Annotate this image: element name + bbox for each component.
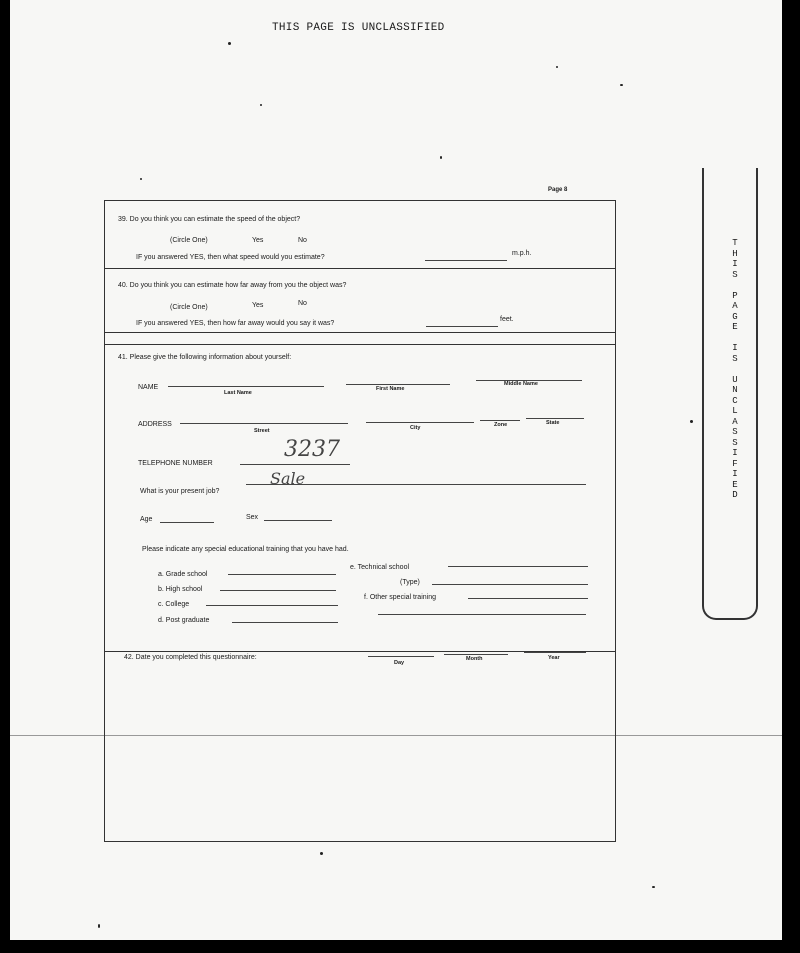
q40-followup: IF you answered YES, then how far away would you say it was? <box>136 320 335 327</box>
scan-speck <box>320 852 323 855</box>
city-caption: City <box>410 425 421 431</box>
technical-school-field[interactable] <box>448 566 588 567</box>
scan-speck <box>440 156 442 159</box>
sex-label: Sex <box>246 514 259 521</box>
page-number: Page 8 <box>548 187 568 193</box>
job-label: What is your present job? <box>140 488 220 495</box>
q40-question: 40. Do you think you can estimate how far away from you the object was? <box>118 282 347 289</box>
state-field[interactable] <box>526 418 584 419</box>
first-name-caption: First Name <box>376 386 405 392</box>
q39-circle-one: (Circle One) <box>170 237 208 244</box>
telephone-handwriting: 3237 <box>284 437 340 462</box>
q40-unit: feet. <box>500 316 514 323</box>
state-caption: State <box>546 420 560 426</box>
scan-speck <box>98 924 100 928</box>
post-graduate-label: d. Post graduate <box>158 617 210 624</box>
job-handwriting: Sale <box>270 469 306 488</box>
q39-yes-option[interactable]: Yes <box>252 237 264 244</box>
zone-caption: Zone <box>494 422 508 428</box>
q39-question: 39. Do you think you can estimate the speed of the object? <box>118 216 301 223</box>
q39-no-option[interactable]: No <box>298 237 307 244</box>
q39-speed-field[interactable] <box>425 260 507 261</box>
q39-unit: m.p.h. <box>512 250 532 257</box>
last-name-caption: Last Name <box>224 390 252 396</box>
scan-speck <box>620 84 623 86</box>
q40-yes-option[interactable]: Yes <box>252 302 264 309</box>
post-graduate-field[interactable] <box>232 622 338 623</box>
city-field[interactable] <box>366 422 474 423</box>
year-caption: Year <box>548 655 560 661</box>
middle-name-caption: Middle Name <box>504 381 538 387</box>
scan-speck <box>652 886 655 888</box>
q40-circle-one: (Circle One) <box>170 304 208 311</box>
street-caption: Street <box>254 428 270 434</box>
year-field[interactable] <box>524 652 586 653</box>
classification-header: THIS PAGE IS UNCLASSIFIED <box>272 22 445 34</box>
day-field[interactable] <box>368 656 434 657</box>
sex-field[interactable] <box>264 520 332 521</box>
technical-school-label: e. Technical school <box>350 564 410 571</box>
name-label: NAME <box>138 384 159 391</box>
high-school-label: b. High school <box>158 586 203 593</box>
section-divider <box>104 268 616 269</box>
q41-question: 41. Please give the following information about yourself: <box>118 354 292 361</box>
address-label: ADDRESS <box>138 421 172 428</box>
college-field[interactable] <box>206 605 338 606</box>
section-divider <box>104 332 616 333</box>
scan-speck <box>228 42 231 45</box>
last-name-field[interactable] <box>168 386 324 387</box>
type-field[interactable] <box>432 584 588 585</box>
q39-followup: IF you answered YES, then what speed would you estimate? <box>136 254 325 261</box>
q40-distance-field[interactable] <box>426 326 498 327</box>
scan-speck <box>140 178 142 180</box>
other-training-field-2[interactable] <box>378 614 586 615</box>
questionnaire-frame <box>104 200 616 842</box>
college-label: c. College <box>158 601 190 608</box>
type-label: (Type) <box>400 579 420 586</box>
section-divider <box>104 344 616 345</box>
q40-no-option[interactable]: No <box>298 300 307 307</box>
scan-speck <box>556 66 558 68</box>
grade-school-field[interactable] <box>228 574 336 575</box>
education-prompt: Please indicate any special educational training that you have had. <box>142 546 349 553</box>
zone-field[interactable] <box>480 420 520 421</box>
telephone-field[interactable] <box>240 464 350 465</box>
telephone-label: TELEPHONE NUMBER <box>138 460 213 467</box>
street-field[interactable] <box>180 423 348 424</box>
first-name-field[interactable] <box>346 384 450 385</box>
day-caption: Day <box>394 660 405 666</box>
age-field[interactable] <box>160 522 214 523</box>
q42-question: 42. Date you completed this questionnaire: <box>124 654 257 661</box>
high-school-field[interactable] <box>220 590 336 591</box>
age-label: Age <box>140 516 153 523</box>
scan-speck <box>690 420 693 423</box>
scan-speck <box>260 104 262 106</box>
side-classification-stamp: T H I S P A G E I S U N C L A S S I F I E D <box>732 238 738 500</box>
other-training-label: f. Other special training <box>364 594 436 601</box>
grade-school-label: a. Grade school <box>158 571 208 578</box>
other-training-field[interactable] <box>468 598 588 599</box>
month-caption: Month <box>466 656 483 662</box>
month-field[interactable] <box>444 654 508 655</box>
